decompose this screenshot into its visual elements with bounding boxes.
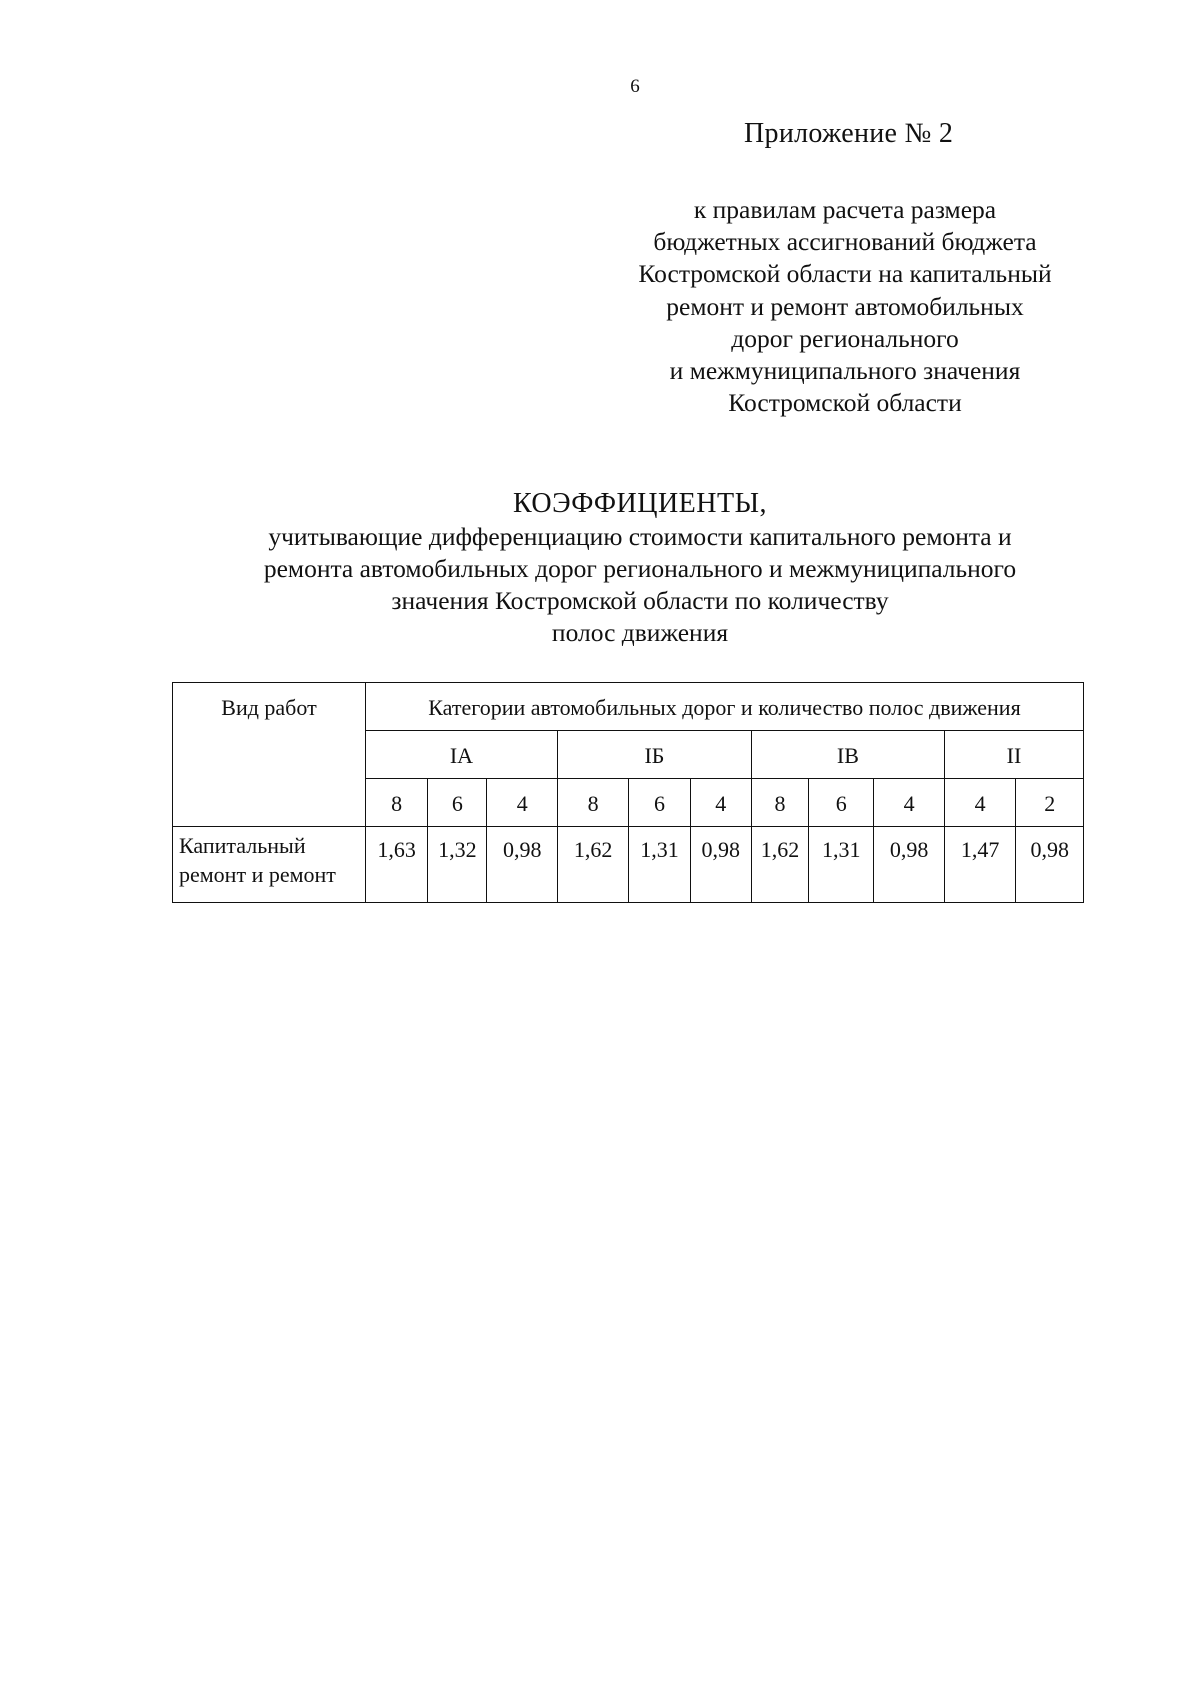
appendix-reference-line: бюджетных ассигнований бюджета: [653, 227, 1037, 257]
heading-title: КОЭФФИЦИЕНТЫ,: [512, 488, 768, 519]
coefficient-cell: 1,31: [809, 827, 874, 903]
coefficient-cell: 0,98: [1016, 827, 1084, 903]
lane-count: 4: [874, 779, 944, 827]
coefficient-cell: 0,98: [690, 827, 751, 903]
coefficient-cell: 1,47: [944, 827, 1015, 903]
table-header-row: [173, 683, 1084, 731]
heading-subtitle-line: значения Костромской области по количеству: [391, 586, 889, 615]
coefficient-cell: 1,63: [365, 827, 427, 903]
category-name: IВ: [751, 731, 944, 779]
appendix-reference-line: Костромской области: [728, 388, 962, 418]
appendix-reference-line: ремонт и ремонт автомобильных: [666, 291, 1024, 321]
lane-count: 8: [557, 779, 628, 827]
work-type-line: Капитальный: [179, 833, 306, 858]
lane-count: 8: [751, 779, 808, 827]
document-heading: [150, 487, 1130, 649]
appendix-reference-line: к правилам расчета размера: [693, 195, 997, 224]
heading-subtitle-line: ремонта автомобильных дорог регионального и межмуниципального: [263, 554, 1017, 583]
heading-subtitle-line: полос движения: [551, 618, 729, 647]
coefficient-cell: 0,98: [874, 827, 944, 903]
category-name: IА: [365, 731, 557, 779]
appendix-title: Приложение № 2: [744, 118, 954, 149]
appendix-reference-line: дорог регионального: [731, 323, 959, 353]
page-number: 6: [630, 76, 640, 97]
lane-count: 6: [809, 779, 874, 827]
coefficient-cell: 0,98: [487, 827, 557, 903]
lane-count: 2: [1016, 779, 1084, 827]
appendix-reference-line: и межмуниципального значения: [669, 356, 1021, 386]
appendix-reference: [600, 194, 1090, 419]
coefficient-cell: 1,62: [751, 827, 808, 903]
coefficient-cell: 1,62: [557, 827, 628, 903]
lane-count: 6: [428, 779, 487, 827]
heading-subtitle-line: учитывающие дифференциацию стоимости капитального ремонта и: [268, 522, 1012, 551]
lane-count: 4: [690, 779, 751, 827]
lane-count: 4: [944, 779, 1015, 827]
coefficient-cell: 1,31: [629, 827, 690, 903]
category-name: II: [944, 731, 1083, 779]
coefficient-cell: 1,32: [428, 827, 487, 903]
work-type-header: Вид работ: [173, 683, 366, 827]
work-type-cell: [173, 827, 366, 903]
category-name: IБ: [557, 731, 751, 779]
coefficients-table: [172, 682, 1084, 903]
categories-header: Категории автомобильных дорог и количество полос движения: [365, 683, 1083, 731]
appendix-reference-line: Костромской области на капитальный: [638, 259, 1052, 289]
work-type-line: ремонт и ремонт: [179, 862, 336, 887]
table-row: [173, 827, 1084, 903]
lane-count: 8: [365, 779, 427, 827]
lane-count: 6: [629, 779, 690, 827]
lane-count: 4: [487, 779, 557, 827]
